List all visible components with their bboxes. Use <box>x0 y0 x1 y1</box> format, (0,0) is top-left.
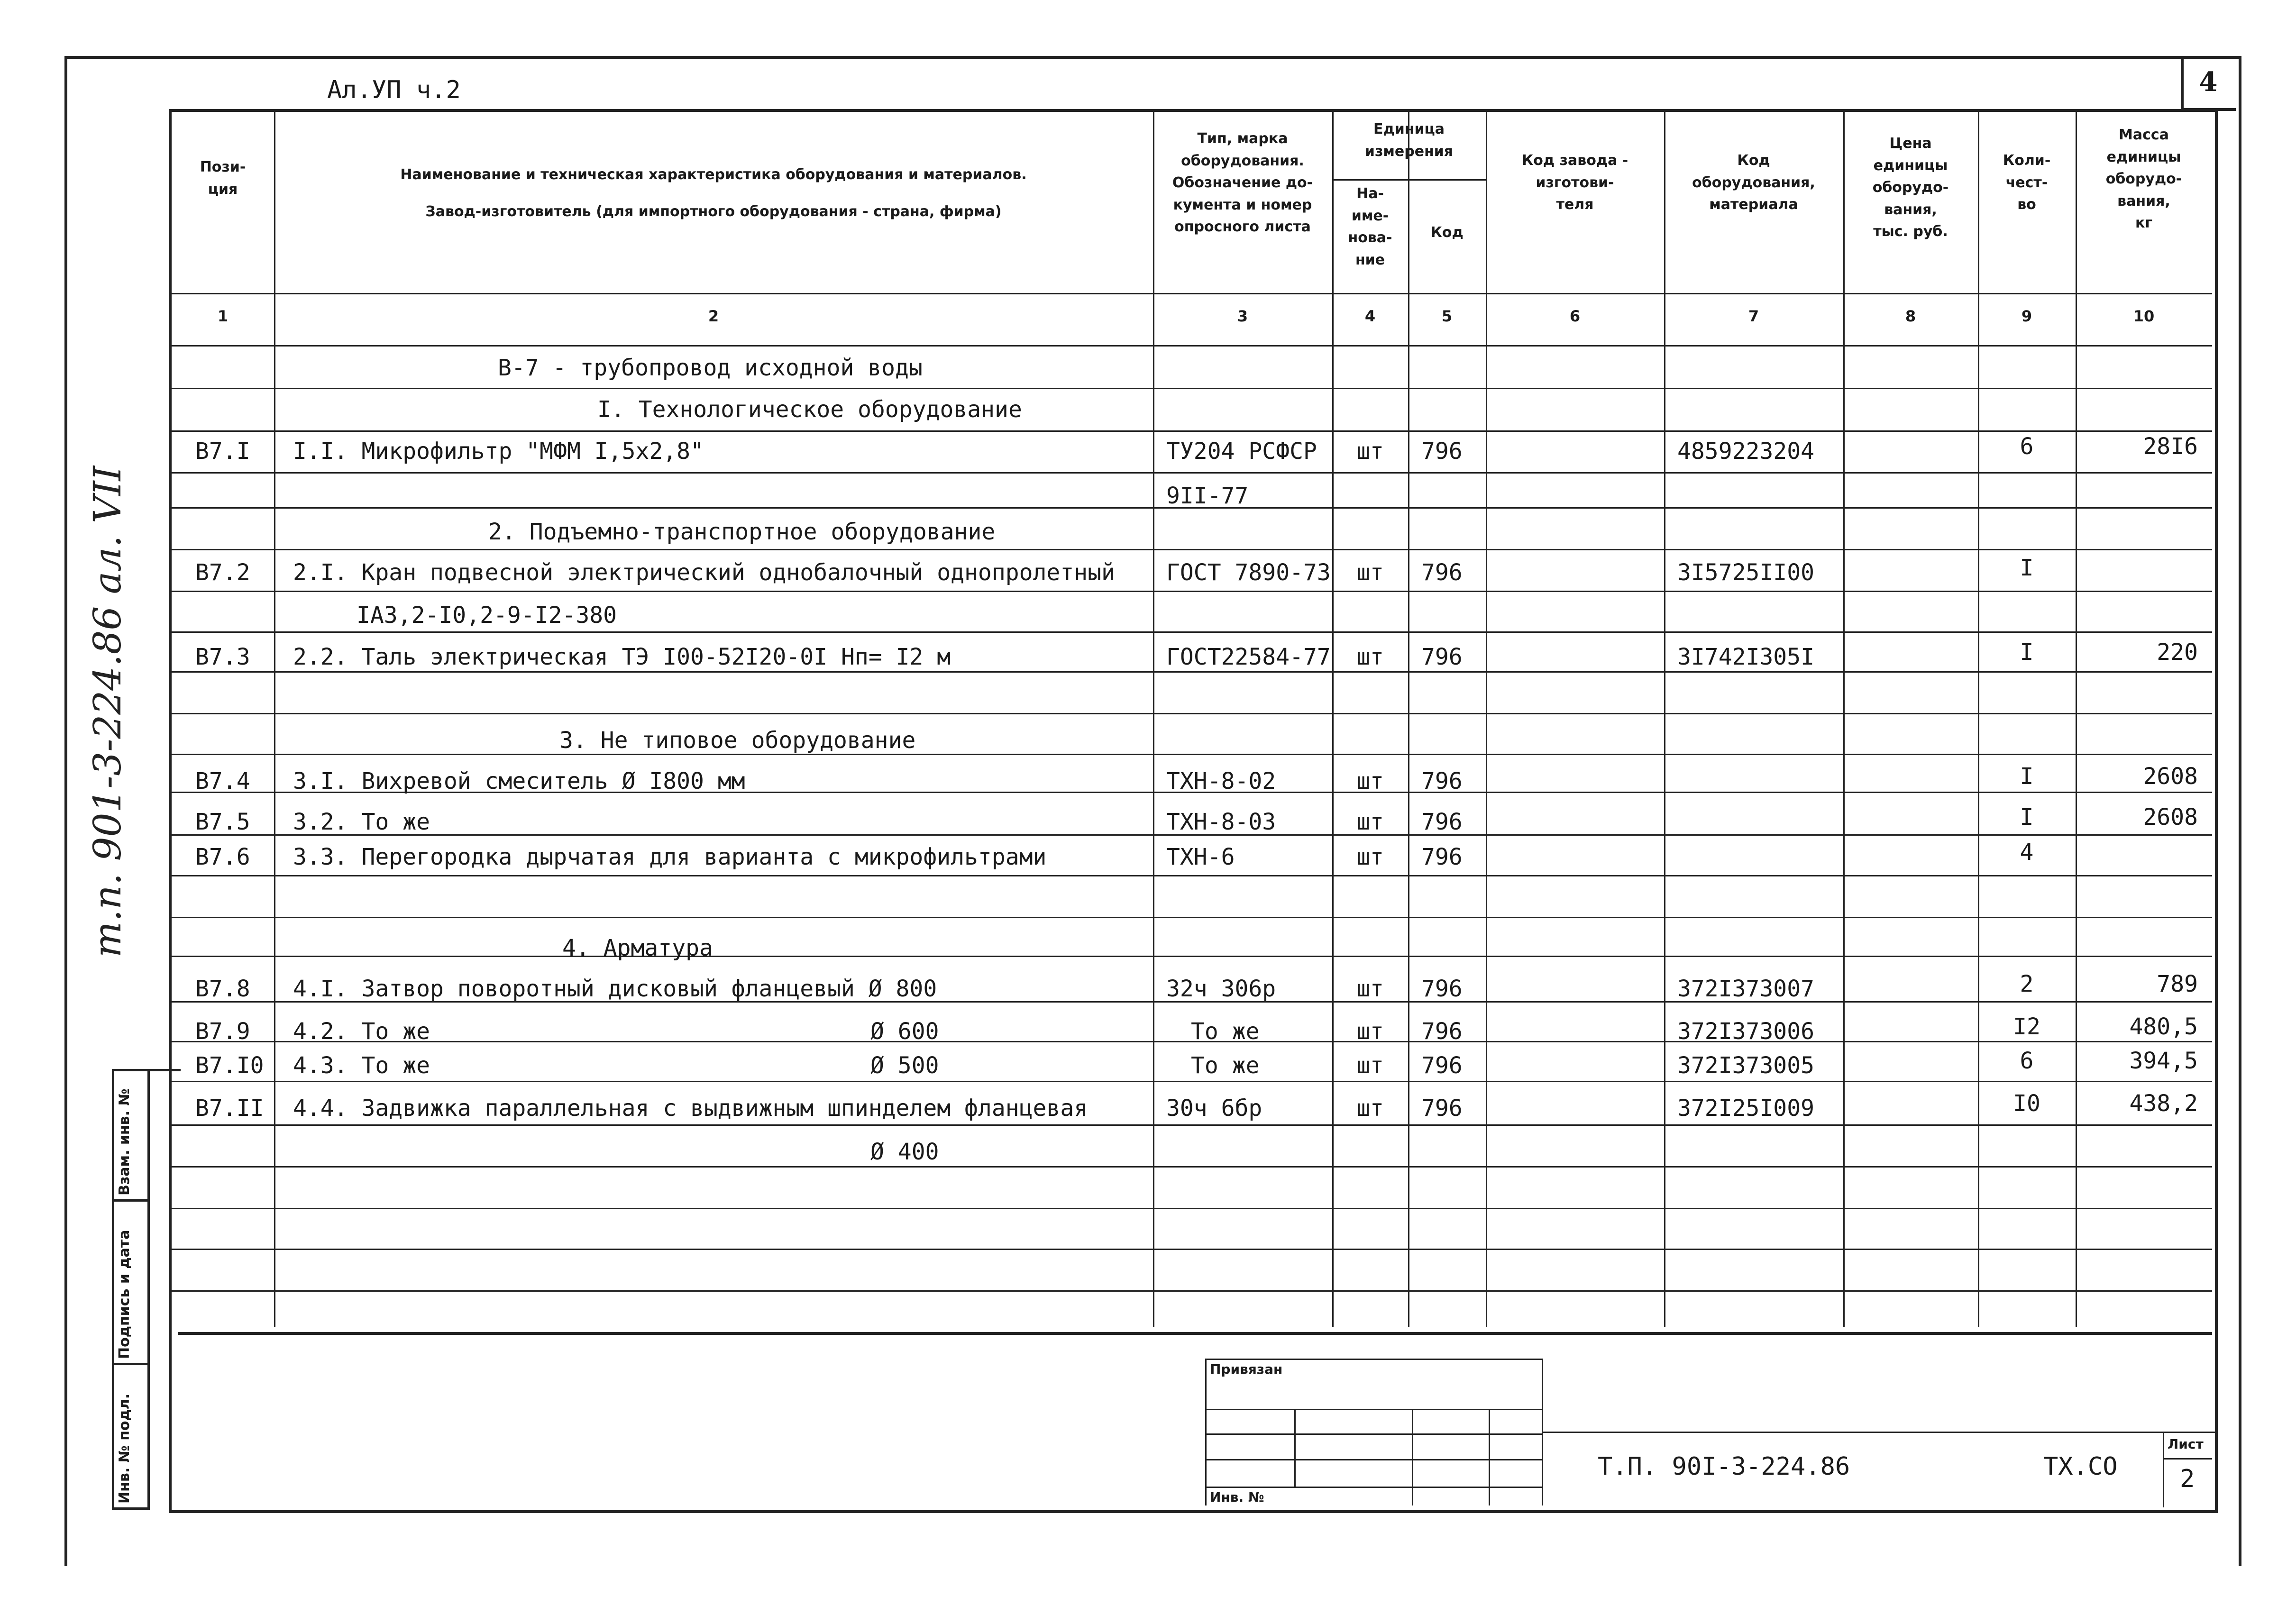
row-position: В7.2 <box>195 559 250 586</box>
row-rule <box>172 713 2212 714</box>
row-type: ГОСТ22584-77 <box>1166 644 1331 670</box>
row-mass: 28I6 <box>2143 433 2198 460</box>
section-heading: 4. Арматура <box>562 935 713 961</box>
row-name: 2.2. Таль электрическая ТЭ I00-52I20-0I Нп= I2 м <box>293 644 951 670</box>
row-quantity: 4 <box>2020 839 2034 866</box>
row-unit-name: шт <box>1356 1018 1384 1045</box>
row-type: ТХН-6 <box>1166 844 1235 870</box>
row-type: ТУ204 РСФСР <box>1166 438 1317 465</box>
column-number-10: 10 <box>2133 307 2155 325</box>
row-name: IАЗ,2-I0,2-9-I2-380 <box>357 602 617 629</box>
row-name: I.I. Микрофильтр "МФМ I,5х2,8" <box>293 438 704 465</box>
row-position: В7.8 <box>195 976 250 1002</box>
row-name: 3.I. Вихревой смеситель Ø I800 мм <box>293 768 745 794</box>
stamp-label-inv: Инв. № подл. <box>116 1393 133 1504</box>
row-position: В7.4 <box>195 768 250 794</box>
row-unit-code: 796 <box>1421 644 1463 670</box>
table-bottom-rule <box>178 1332 2212 1335</box>
row-rule <box>172 917 2212 918</box>
row-quantity: 2 <box>2020 971 2034 997</box>
unit-group-rule <box>1332 179 1487 181</box>
column-number-2: 2 <box>708 307 719 325</box>
row-unit-code: 796 <box>1421 1018 1463 1045</box>
column-header-8: Цена единицы оборудо- вания, тыс. руб. <box>1872 135 1949 240</box>
section-heading: 3. Не типовое оборудование <box>559 727 916 754</box>
row-unit-name: шт <box>1356 559 1384 586</box>
row-rule <box>172 1208 2212 1209</box>
column-number-rule <box>172 345 2212 347</box>
row-type: ТХН-8-02 <box>1166 768 1276 794</box>
row-rule <box>172 1081 2212 1082</box>
header-rule <box>172 293 2212 294</box>
row-rule <box>172 472 2212 474</box>
stamp-cell-inv <box>114 1365 150 1510</box>
column-number-9: 9 <box>2021 307 2032 325</box>
column-header-1: Пози- ция <box>200 159 246 198</box>
row-type: 30ч 6бр <box>1166 1095 1262 1122</box>
row-equipment-code: 372I373005 <box>1677 1052 1814 1079</box>
row-nominal-diameter: Ø 600 <box>870 1018 939 1045</box>
row-position: В7.9 <box>195 1018 250 1045</box>
bound-label: Привязан <box>1210 1361 1283 1377</box>
stamp-cell-sign <box>114 1202 150 1365</box>
column-header-10: Масса единицы оборудо- вания, кг <box>2105 127 2182 231</box>
row-rule <box>172 1166 2212 1168</box>
row-equipment-code: 3I742I305I <box>1677 644 1814 670</box>
row-equipment-code: 372I373006 <box>1677 1018 1814 1045</box>
sheet-code: ТХ.СО <box>2043 1452 2118 1481</box>
row-type: 32ч 306р <box>1166 976 1276 1002</box>
row-unit-code: 796 <box>1421 1052 1463 1079</box>
column-number-8: 8 <box>1905 307 1916 325</box>
page-number: 4 <box>2199 66 2218 98</box>
section-heading: 2. Подъемно-транспортное оборудование <box>488 519 996 545</box>
row-quantity: I <box>2020 639 2034 666</box>
row-position: В7.5 <box>195 809 250 835</box>
row-nominal-diameter: Ø 500 <box>870 1052 939 1079</box>
row-unit-name: шт <box>1356 1052 1384 1079</box>
row-unit-code: 796 <box>1421 976 1463 1002</box>
row-quantity: 6 <box>2020 1048 2034 1074</box>
stamp-label-sign: Подпись и дата <box>116 1230 133 1359</box>
vertical-handwritten-note: т.п. 901-3-224.86 ал. VII <box>85 465 129 958</box>
row-rule <box>172 549 2212 550</box>
column-header-3: Тип, марка оборудования. Обозначение до- кумента и номер опросного листа <box>1172 130 1313 235</box>
section-heading: I. Технологическое оборудование <box>597 396 1022 423</box>
row-rule <box>172 631 2212 633</box>
row-unit-name: шт <box>1356 644 1384 670</box>
row-position: В7.I <box>195 438 250 465</box>
row-rule <box>172 430 2212 432</box>
row-rule <box>172 1124 2212 1126</box>
column-number-5: 5 <box>1441 307 1453 325</box>
column-header-5: Код <box>1430 224 1464 241</box>
row-unit-code: 796 <box>1421 844 1463 870</box>
row-type: То же <box>1191 1052 1260 1079</box>
row-name: 2.I. Кран подвесной электрический однобалочный однопролетный <box>293 559 1115 586</box>
row-type: То же <box>1191 1018 1260 1045</box>
row-name: 4.3. То же <box>293 1052 430 1079</box>
column-header-6: Код завода - изготови- теля <box>1521 152 1628 213</box>
row-name: 4.2. То же <box>293 1018 430 1045</box>
row-unit-name: шт <box>1356 844 1384 870</box>
row-position: В7.3 <box>195 644 250 670</box>
row-name: 4.4. Задвижка параллельная с выдвижным шпинделем фланцевая <box>293 1095 1088 1122</box>
row-rule <box>172 956 2212 957</box>
row-rule <box>172 875 2212 876</box>
row-equipment-code: 3I5725II00 <box>1677 559 1814 586</box>
row-unit-code: 796 <box>1421 559 1463 586</box>
row-quantity: I <box>2020 555 2034 581</box>
row-rule <box>172 671 2212 673</box>
row-position: В7.II <box>195 1095 264 1122</box>
row-unit-name: шт <box>1356 1095 1384 1122</box>
column-number-3: 3 <box>1237 307 1248 325</box>
column-number-4: 4 <box>1364 307 1376 325</box>
row-unit-name: шт <box>1356 768 1384 794</box>
row-type: ТХН-8-03 <box>1166 809 1276 835</box>
row-unit-name: шт <box>1356 438 1384 465</box>
stamp-label-replace: Взам. инв. № <box>116 1088 133 1195</box>
row-unit-code: 796 <box>1421 1095 1463 1122</box>
row-nominal-diameter: Ø 400 <box>870 1139 939 1165</box>
row-type: 9II-77 <box>1166 483 1249 509</box>
column-header-9: Коли- чест- во <box>2003 152 2051 213</box>
column-header-2: Наименование и техническая характеристика оборудования и материалов. Завод-изготовитель (для импортного оборудования - страна, фирма) <box>400 166 1027 220</box>
row-rule <box>172 591 2212 592</box>
row-rule <box>172 1290 2212 1292</box>
row-name: 3.3. Перегородка дырчатая для варианта с микрофильтрами <box>293 844 1047 870</box>
column-number-6: 6 <box>1569 307 1581 325</box>
sheet-number: 2 <box>2180 1465 2195 1493</box>
stamp-cell-replace <box>114 1071 150 1202</box>
row-mass: 394,5 <box>2129 1048 2198 1074</box>
section-heading: В-7 - трубопровод исходной воды <box>498 355 923 381</box>
row-name: 3.2. То же <box>293 809 430 835</box>
row-mass: 220 <box>2157 639 2198 666</box>
row-quantity: I <box>2020 763 2034 790</box>
row-equipment-code: 4859223204 <box>1677 438 1814 465</box>
row-unit-name: шт <box>1356 976 1384 1002</box>
row-position: В7.I0 <box>195 1052 264 1079</box>
row-type: ГОСТ 7890-73 <box>1166 559 1331 586</box>
project-designation: Т.П. 90I-3-224.86 <box>1598 1452 1850 1481</box>
row-mass: 2608 <box>2143 804 2198 830</box>
row-mass: 480,5 <box>2129 1013 2198 1040</box>
row-quantity: I0 <box>2013 1090 2040 1117</box>
row-mass: 789 <box>2157 971 2198 997</box>
row-unit-name: шт <box>1356 809 1384 835</box>
row-rule <box>172 754 2212 755</box>
inventory-label: Инв. № <box>1210 1489 1264 1505</box>
document-reference: Ал.УП ч.2 <box>327 76 461 104</box>
row-equipment-code: 372I25I009 <box>1677 1095 1814 1122</box>
row-quantity: I <box>2020 804 2034 830</box>
unit-group-header: Единица измерения <box>1364 121 1454 160</box>
column-header-4: На- име- нова- ние <box>1348 185 1392 268</box>
sheet-label: Лист <box>2168 1436 2204 1452</box>
row-rule <box>172 1249 2212 1250</box>
row-unit-code: 796 <box>1421 768 1463 794</box>
column-number-7: 7 <box>1748 307 1759 325</box>
row-name: 4.I. Затвор поворотный дисковый фланцевый Ø 800 <box>293 976 937 1002</box>
row-rule <box>172 388 2212 389</box>
row-quantity: I2 <box>2013 1013 2040 1040</box>
column-header-7: Код оборудования, материала <box>1692 152 1815 213</box>
row-equipment-code: 372I373007 <box>1677 976 1814 1002</box>
row-mass: 438,2 <box>2129 1090 2198 1117</box>
row-unit-code: 796 <box>1421 809 1463 835</box>
row-unit-code: 796 <box>1421 438 1463 465</box>
row-mass: 2608 <box>2143 763 2198 790</box>
row-quantity: 6 <box>2020 433 2034 460</box>
row-position: В7.6 <box>195 844 250 870</box>
column-number-1: 1 <box>217 307 229 325</box>
